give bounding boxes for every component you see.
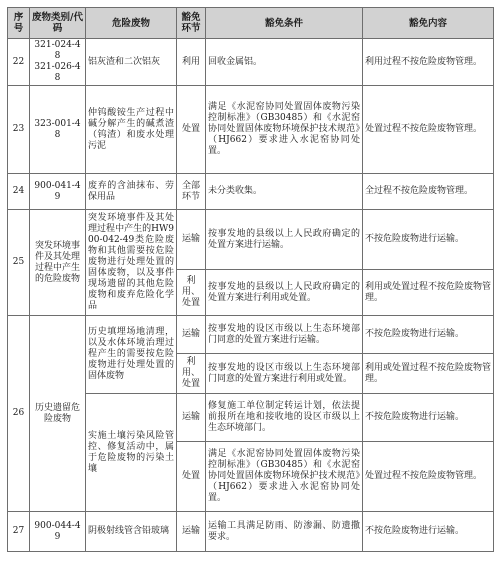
col-header-content: 豁免内容 [363,8,494,39]
row-no: 23 [8,86,30,174]
exempt-content: 全过程不按危险废物管理。 [363,174,494,210]
exempt-condition: 运输工具满足防雨、防渗漏、防遗撒要求。 [206,512,363,552]
table-row-24 [8,174,494,210]
exempt-stage: 利用、处置 [177,354,206,394]
waste-name: 突发环境事件及其处理过程中产生的HW900-042-49类危险废物和其他需要按危险废物进行处理处置的固体废物，以及事件现场遗留的其他危险废物和废弃危险化学品 [86,210,177,316]
exempt-content: 不按危险废物进行运输。 [363,512,494,552]
row-no: 22 [8,39,30,86]
waste-name: 废弃的含油抹布、劳保用品 [86,174,177,210]
exempt-stage: 运输 [177,394,206,442]
exempt-stage: 利用、处置 [177,270,206,316]
exempt-content: 利用或处置过程不按危险废物管理。 [363,354,494,394]
exempt-stage: 处置 [177,442,206,512]
exempt-content: 不按危险废物进行运输。 [363,394,494,442]
exempt-stage: 全部环节 [177,174,206,210]
exempt-content: 不按危险废物进行运输。 [363,210,494,270]
table-row-26 [8,316,494,354]
table-row-27 [8,512,494,552]
header-row [8,8,494,39]
exempt-content: 处置过程不按危险废物管理。 [363,86,494,174]
waste-code: 突发环境事件及其处理过程中产生的危险废物 [30,210,86,316]
waste-code: 900-044-49 [30,512,86,552]
col-header-stage: 豁免环节 [177,8,206,39]
table-row-22 [8,39,494,86]
exempt-stage: 运输 [177,210,206,270]
row-no: 27 [8,512,30,552]
col-header-code: 废物类别/代码 [30,8,86,39]
exempt-stage: 运输 [177,316,206,354]
exempt-stage: 处置 [177,86,206,174]
exempt-condition: 修复施工单位制定转运计划，依法提前报所在地和接收地的设区市级以上生态环境部门。 [206,394,363,442]
row-no: 26 [8,316,30,512]
col-header-condition: 豁免条件 [206,8,363,39]
waste-code: 323-001-48 [30,86,86,174]
exempt-condition: 按事发地的设区市级以上生态环境部门同意的处置方案进行利用或处置。 [206,354,363,394]
waste-name: 实施土壤污染风险管控、修复活动中，属于危险废物的污染土壤 [86,394,177,512]
exempt-condition: 回收金属铝。 [206,39,363,86]
row-no: 25 [8,210,30,316]
exempt-condition: 未分类收集。 [206,174,363,210]
exempt-content: 不按危险废物进行运输。 [363,316,494,354]
waste-code: 历史遗留危险废物 [30,316,86,512]
row-no: 24 [8,174,30,210]
exempt-stage: 利用 [177,39,206,86]
exempt-condition: 按事发地的县级以上人民政府确定的处置方案进行利用或处置。 [206,270,363,316]
table-row-25 [8,210,494,270]
exempt-stage: 运输 [177,512,206,552]
waste-name: 铝灰渣和二次铝灰 [86,39,177,86]
exempt-content: 处置过程不按危险废物管理。 [363,442,494,512]
waste-name: 仲钨酸铵生产过程中碱分解产生的碱煮渣（钨渣）和废水处理污泥 [86,86,177,174]
col-header-no: 序号 [8,8,30,39]
exempt-condition: 满足《水泥窑协同处置固体废物污染控制标准》（GB30485）和《水泥窑协同处置固体废物环境保护技术规范》（HJ662）要求进入水泥窑协同处置。 [206,86,363,174]
exempt-condition: 按事发地的设区市级以上生态环境部门同意的处置方案进行运输。 [206,316,363,354]
waste-name: 阴极射线管含铅玻璃 [86,512,177,552]
table-row-23 [8,86,494,174]
exempt-condition: 满足《水泥窑协同处置固体废物污染控制标准》（GB30485）和《水泥窑协同处置固体废物环境保护技术规范》（HJ662）要求进入水泥窑协同处置。 [206,442,363,512]
waste-code: 900-041-49 [30,174,86,210]
col-header-waste: 危险废物 [86,8,177,39]
exempt-content: 利用过程不按危险废物管理。 [363,39,494,86]
waste-code: 321-024-48 321-026-48 [30,39,86,86]
exempt-content: 利用或处置过程不按危险废物管理。 [363,270,494,316]
exempt-condition: 按事发地的县级以上人民政府确定的处置方案进行运输。 [206,210,363,270]
hazardous-waste-exemption-table [7,7,494,552]
waste-name: 历史填埋场地清理，以及水体环境治理过程产生的需要按危险废物进行处理处置的固体废物 [86,316,177,394]
